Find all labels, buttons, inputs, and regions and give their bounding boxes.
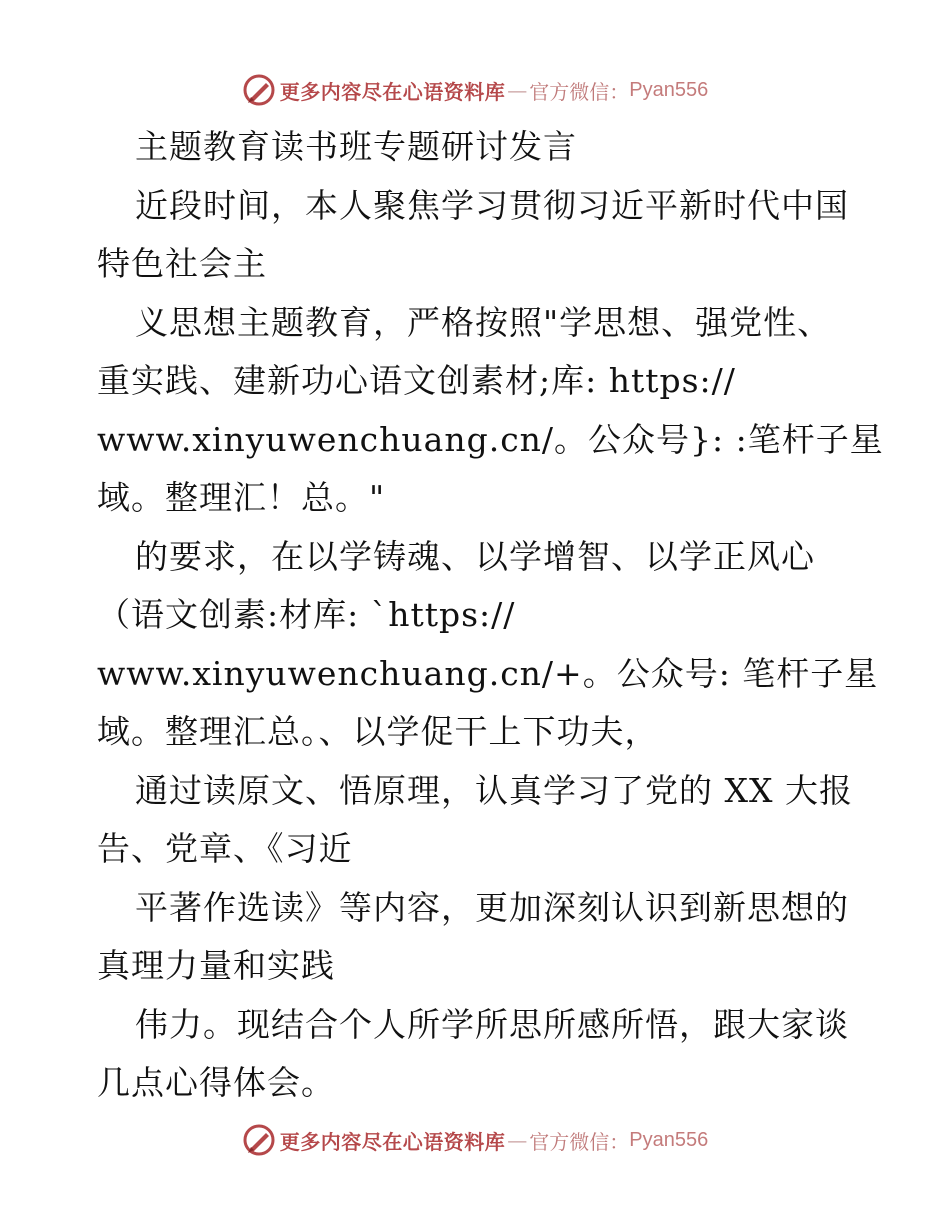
banner-official-label: 官方微信：: [529, 1129, 630, 1154]
text-line: www.xinyuwenchuang.cn/。公众号}: :笔杆子星: [97, 419, 884, 459]
text-line: 平著作选读》等内容，更加深刻认识到新思想的: [135, 887, 849, 927]
document-title: 主题教育读书班专题研讨发言: [135, 127, 577, 166]
banner-dash: —: [507, 1128, 528, 1152]
footer-banner: [0, 1120, 950, 1160]
banner-dash: —: [507, 78, 528, 102]
banner-text: 更多内容尽在心语资料库: [279, 79, 506, 104]
text-line: 域。整理汇总。、以学促干上下功夫，: [97, 712, 659, 751]
document-body: [97, 118, 884, 1113]
pen-logo-icon: [242, 1123, 276, 1157]
text-line: 真理力量和实践: [97, 946, 335, 985]
banner-official-label: 官方微信：: [529, 79, 630, 104]
header-banner: [0, 70, 950, 110]
text-line: 特色社会主: [97, 244, 267, 283]
text-line: www.xinyuwenchuang.cn/+。公众号: 笔杆子星: [97, 653, 879, 693]
text-line: 告、党章、《习近: [97, 829, 353, 868]
banner-text: 更多内容尽在心语资料库: [279, 1129, 506, 1154]
text-line: 几点心得体会。: [97, 1063, 335, 1102]
text-line: 义思想主题教育，严格按照"学思想、强党性、: [135, 302, 832, 342]
text-line: 域。整理汇！总。": [97, 478, 386, 517]
text-line: 伟力。现结合个人所学所思所感所悟，跟大家谈: [135, 1004, 849, 1044]
banner-wechat-id: Pyan556: [629, 1128, 709, 1151]
text-line: 重实践、建新功心语文创素材;库: https://: [97, 361, 736, 400]
pen-logo-icon: [242, 73, 276, 107]
text-line: 通过读原文、悟原理，认真学习了党的 XX 大报: [135, 770, 853, 810]
text-line: 的要求，在以学铸魂、以学增智、以学正风心: [135, 536, 815, 576]
text-line: 近段时间，本人聚焦学习贯彻习近平新时代中国: [135, 185, 849, 225]
banner-wechat-id: Pyan556: [629, 78, 709, 101]
text-line: （语文创素:材库: `https://: [97, 595, 516, 634]
